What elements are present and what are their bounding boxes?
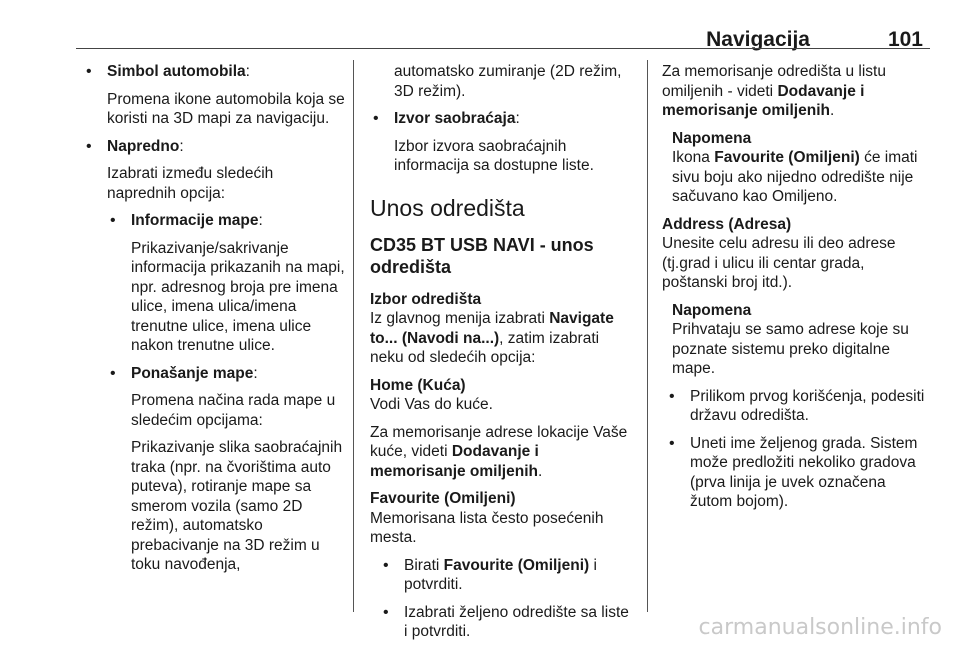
paragraph: Vodi Vas do kuće. [370, 396, 493, 413]
term: Ponašanje mape [131, 364, 254, 382]
paragraph: automatsko zumiranje (2D režim, 3D režim). [394, 63, 622, 100]
term-heading: Address (Adresa) [662, 215, 792, 233]
paragraph: Izbor izvora saobraćajnih informacija sa dostupne liste. [394, 137, 594, 174]
page-number: 101 [887, 28, 923, 51]
header-title: Navigacija [706, 28, 810, 51]
paragraph: Prikazivanje slika saobraćajnih traka (npr. na čvorištima auto puteva), rotiranje mape sa smerom vozila (samo 2D režim), automatsko prebacivanje na 3D režim u toku navođenja, [131, 439, 343, 573]
paragraph: Promena načina rada mape u sledećim opcijama: [131, 392, 336, 429]
column-3 [662, 62, 930, 520]
term: Informacije mape [131, 212, 259, 229]
bullet-item: • Napredno: [83, 137, 345, 157]
bullet-item: • Prilikom prvog korišćenja, podesiti državu odredišta. [666, 387, 930, 426]
paragraph: Za memorisanje adrese lokacije Vaše kuće, videti Dodavanje i memorisanje omiljenih. [370, 423, 628, 480]
paragraph: Prikazivanje/sakrivanje informacija prikazanih na mapi, npr. adresnog broja pre imena ulice, imena ulica/imena trenutne ulice, imena ulice nakon trenutne ulice. [131, 239, 345, 354]
bullet-item: • Ponašanje mape: [107, 364, 345, 384]
term-heading: Izbor odredišta [370, 290, 482, 308]
note-block [662, 129, 930, 207]
column-divider-2 [647, 60, 648, 612]
bullet-item: • Birati Favourite (Omiljeni) i potvrditi. [380, 556, 634, 595]
paragraph: Unesite celu adresu ili deo adrese (tj.grad i ulicu ili centar grada, poštanski broj itd.). [662, 235, 896, 291]
note-title: Napomena [672, 301, 752, 319]
term: Simbol automobila [107, 63, 246, 80]
bullet-item: • Simbol automobila: [83, 62, 345, 82]
note-block [662, 301, 930, 379]
note-text: Ikona Favourite (Omiljeni) će imati sivu boju ako nijedno odredište nije sačuvano kao Omiljeno. [672, 149, 918, 205]
sub-heading: CD35 BT USB NAVI - unos odredišta [370, 234, 594, 277]
header-rule [76, 48, 930, 49]
term: Napredno [107, 137, 180, 155]
bullet-item: • Izabrati željeno odredište sa liste i potvrditi. [380, 603, 634, 642]
paragraph: Izabrati između sledećih naprednih opcija: [107, 165, 274, 202]
note-title: Napomena [672, 129, 752, 147]
paragraph: Iz glavnog menija izabrati Navigate to... (Navodi na...), zatim izabrati neku od sledećih opcija: [370, 310, 614, 366]
term-heading: Home (Kuća) [370, 376, 466, 394]
paragraph: Za memorisanje odredišta u listu omiljenih - videti Dodavanje i memorisanje omiljenih. [662, 63, 886, 119]
bullet-item: • Informacije mape: [107, 211, 345, 231]
watermark: carmanualsonline.info [698, 615, 942, 640]
paragraph: Memorisana lista često posećenih mesta. [370, 509, 604, 546]
column-1 [83, 62, 345, 583]
note-text: Prihvataju se samo adrese koje su poznate sistemu preko digitalne mape. [672, 321, 909, 377]
term-heading: Favourite (Omiljeni) [370, 490, 516, 507]
column-divider-1 [353, 60, 354, 612]
column-2 [370, 62, 634, 650]
term: Izvor saobraćaja [394, 110, 516, 127]
bullet-item: • Uneti ime željenog grada. Sistem može predložiti nekoliko gradova (prva linija je uvek označena žutom bojom). [666, 434, 930, 512]
section-heading: Unos odredišta [370, 194, 525, 221]
paragraph: Promena ikone automobila koja se koristi na 3D mapi za navigaciju. [107, 90, 345, 127]
bullet-item: • Izvor saobraćaja: [370, 109, 634, 129]
